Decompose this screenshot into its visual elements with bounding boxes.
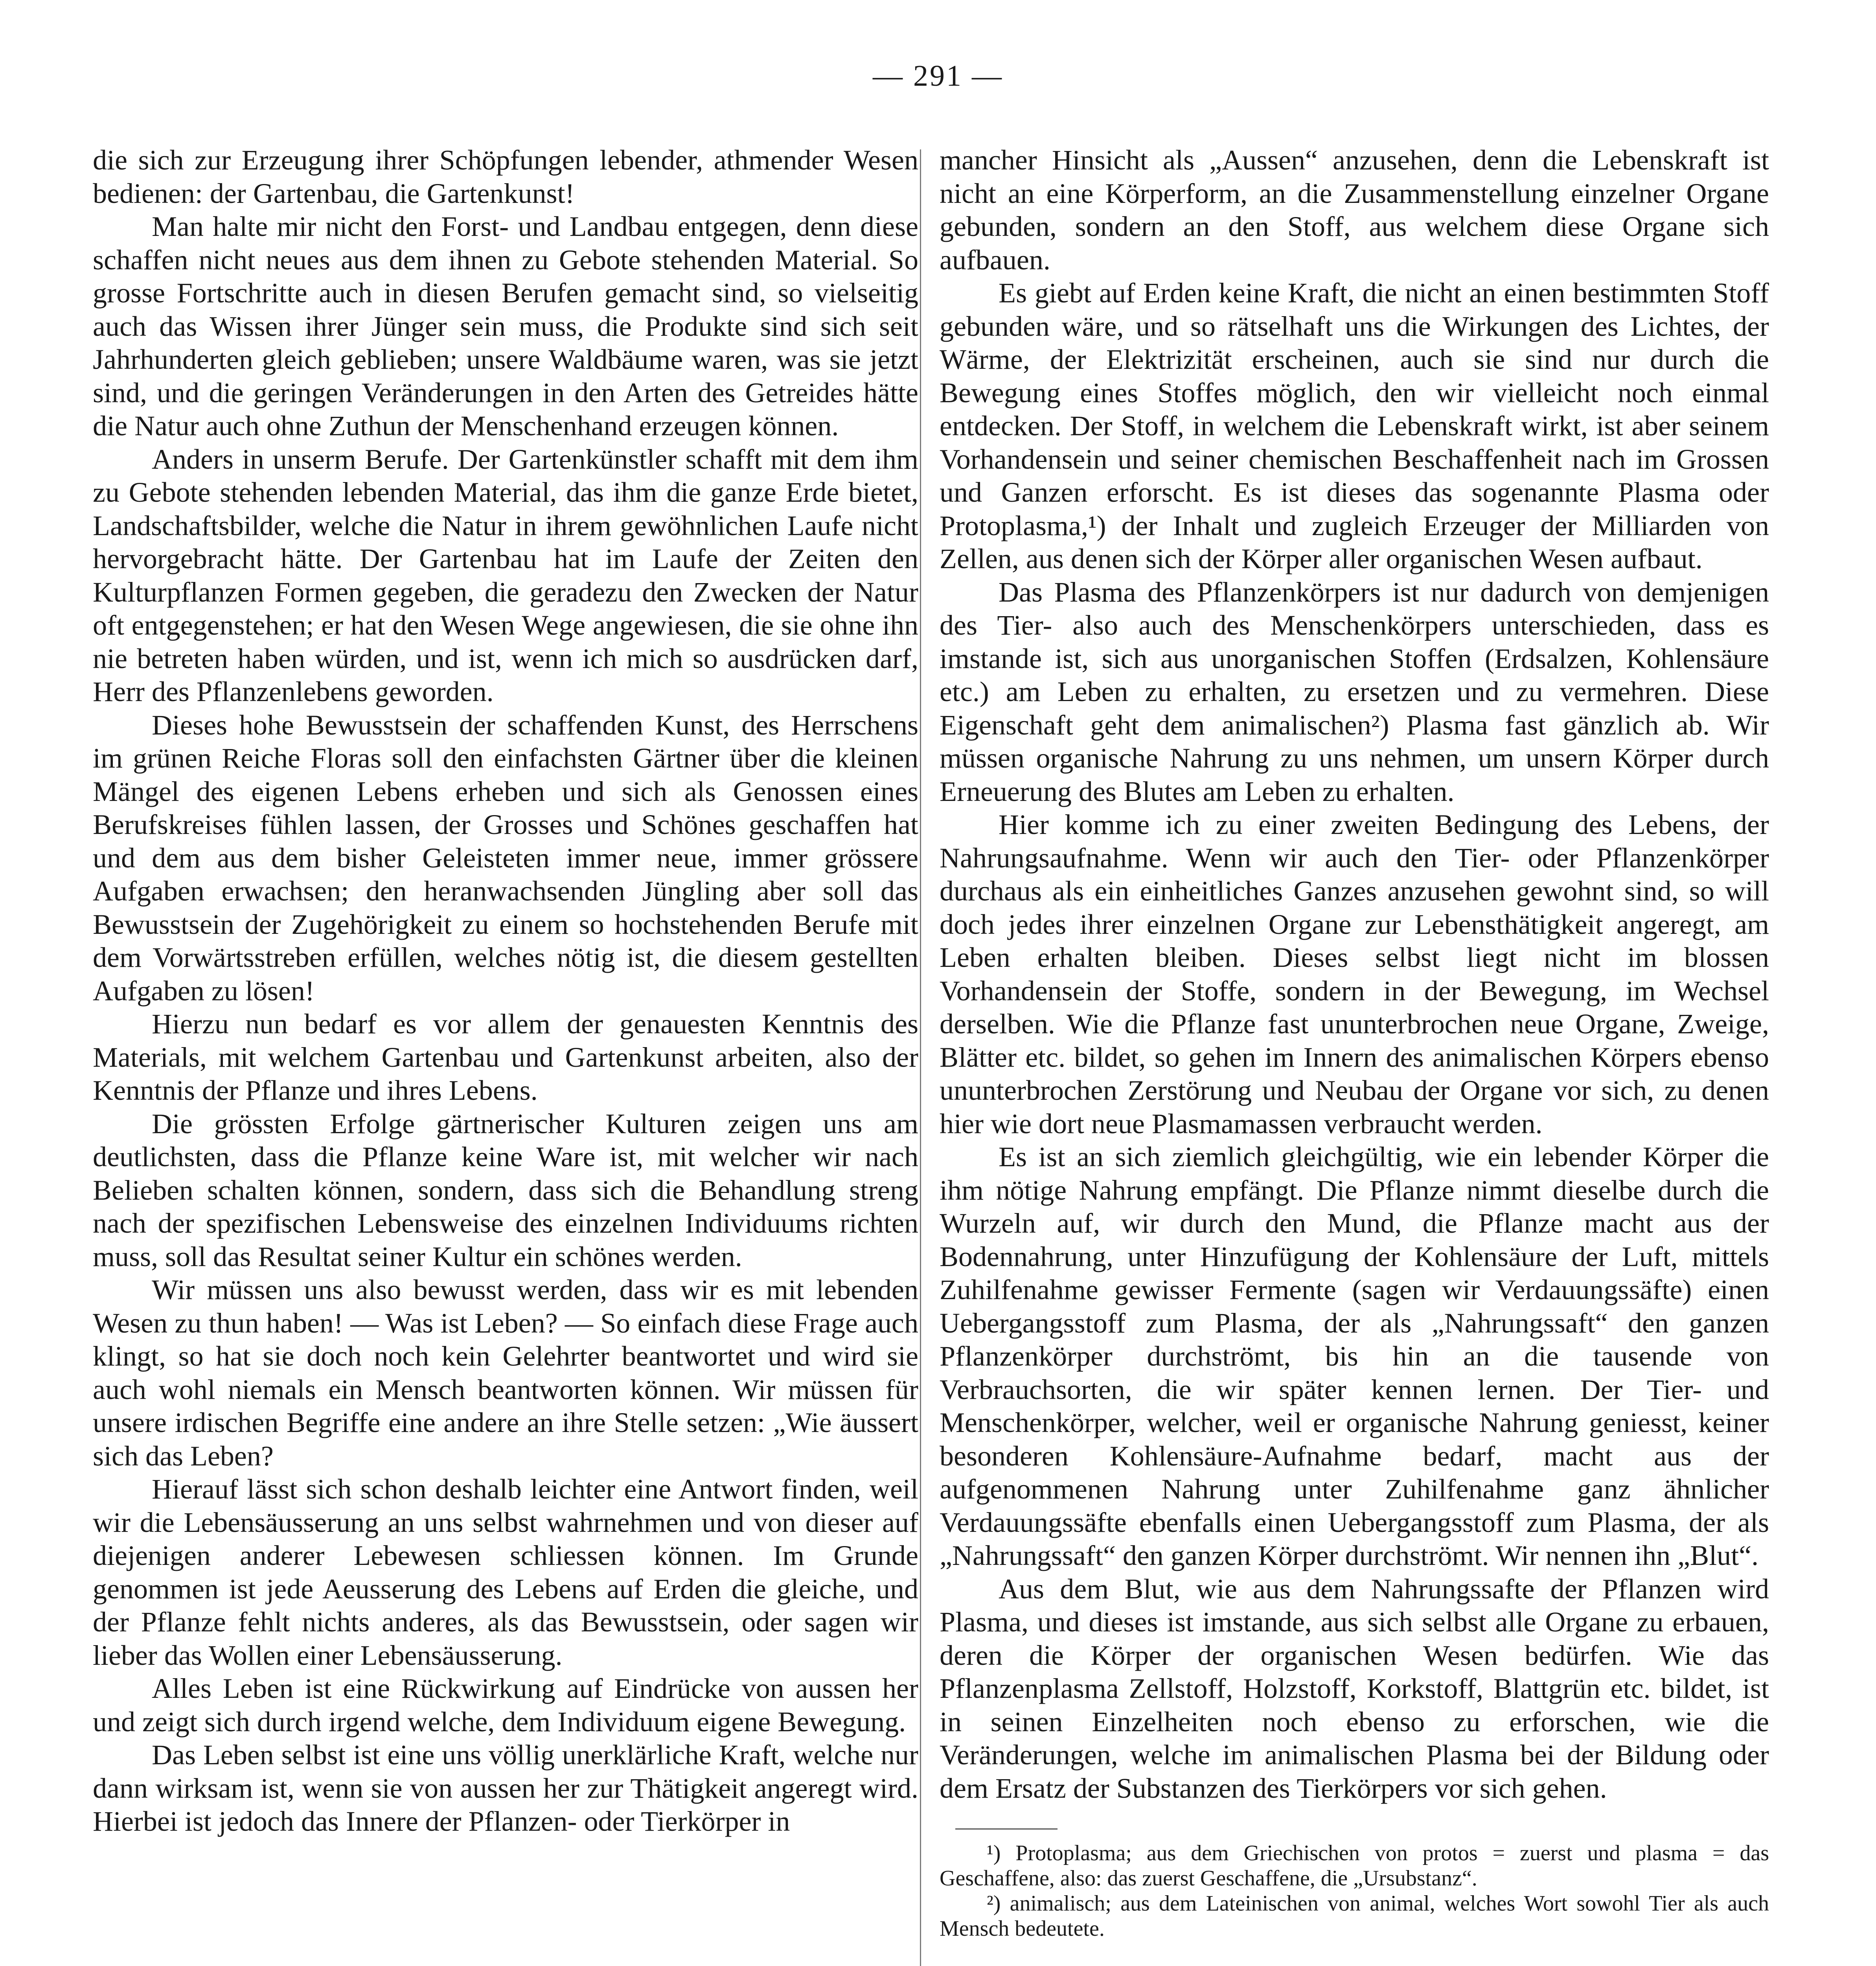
- left-column: [93, 144, 918, 1838]
- paragraph: Wir müssen uns also bewusst werden, dass wir es mit lebenden Wesen zu thun haben! — Was ist Leben? — So einfach diese Frage auch klingt, so hat sie doch noch kein Gelehrter beantwortet und wird sie auch wohl niemals ein Mensch beantworten können. Wir müssen für unsere irdischen Begriffe eine andere an ihre Stelle setzen: „Wie äussert sich das Leben?: [93, 1274, 918, 1472]
- footnote: ²) animalisch; aus dem Lateinischen von animal, welches Wort sowohl Tier als auch Mensch bedeutete.: [940, 1891, 1769, 1941]
- right-column: [940, 144, 1769, 1941]
- paragraph: Es giebt auf Erden keine Kraft, die nicht an einen bestimmten Stoff gebunden wäre, und so rätselhaft uns die Wirkungen des Lichtes, der Wärme, der Elektrizität erscheinen, auch sie sind nur durch die Bewegung eines Stoffes möglich, den wir vielleicht noch einmal entdecken. Der Stoff, in welchem die Lebenskraft wirkt, ist aber seinem Vorhandensein und seiner chemischen Beschaffenheit nach im Grossen und Ganzen erforscht. Es ist dieses das sogenannte Plasma oder Protoplasma,¹) der Inhalt und zugleich Erzeuger der Milliarden von Zellen, aus denen sich der Körper aller organischen Wesen aufbaut.: [940, 277, 1769, 574]
- page-number: — 291 —: [873, 59, 1003, 92]
- column-divider: [920, 149, 921, 1966]
- paragraph: Es ist an sich ziemlich gleichgültig, wie ein lebender Körper die ihm nötige Nahrung empfängt. Die Pflanze nimmt dieselbe durch die Wurzeln auf, wir durch den Mund, die Pflanze macht aus der Bodennahrung, unter Hinzufügung der Kohlensäure der Luft, mittels Zuhilfenahme gewisser Fermente (sagen wir Verdauungssäfte) einen Uebergangsstoff zum Plasma, der als „Nahrungssaft“ den ganzen Pflanzenkörper durchströmt, bis hin an die tausende von Verbrauchsorten, die wir später kennen lernen. Der Tier- und Menschenkörper, welcher, weil er organische Nahrung geniesst, keiner besonderen Kohlensäure-Aufnahme bedarf, macht aus der aufgenommenen Nahrung unter Zuhilfenahme ganz ähnlicher Verdauungssäfte ebenfalls einen Uebergangsstoff zum Plasma, der als „Nahrungssaft“ den ganzen Körper durchströmt. Wir nennen ihn „Blut“.: [940, 1141, 1769, 1571]
- paragraph: Das Plasma des Pflanzenkörpers ist nur dadurch von demjenigen des Tier- also auch des Menschenkörpers unterschieden, dass es imstande ist, sich aus unorganischen Stoffen (Erdsalzen, Kohlensäure etc.) am Leben zu erhalten, zu ersetzen und zu vermehren. Diese Eigenschaft geht dem animalischen²) Plasma fast gänzlich ab. Wir müssen organische Nahrung zu uns nehmen, um unsern Körper durch Erneuerung des Blutes am Leben zu erhalten.: [940, 576, 1769, 807]
- paragraph: Hierauf lässt sich schon deshalb leichter eine Antwort finden, weil wir die Lebensäusserung an uns selbst wahrnehmen und von dieser auf diejenigen anderer Lebewesen schliessen können. Im Grunde genommen ist jede Aeusserung des Lebens auf Erden die gleiche, und der Pflanze fehlt nichts anderes, als das Bewusstsein, oder sagen wir lieber das Wollen einer Lebensäusserung.: [93, 1473, 918, 1671]
- paragraph: Das Leben selbst ist eine uns völlig unerklärliche Kraft, welche nur dann wirksam ist, wenn sie von aussen her zur Thätigkeit angeregt wird. Hierbei ist jedoch das Innere der Pflanzen- oder Tierkörper in: [93, 1739, 918, 1837]
- footnote: ¹) Protoplasma; aus dem Griechischen von protos = zuerst und plasma = das Geschaffene, also: das zuerst Geschaffene, die „Ursubstanz“.: [940, 1841, 1769, 1891]
- paragraph: Hier komme ich zu einer zweiten Bedingung des Lebens, der Nahrungsaufnahme. Wenn wir auch den Tier- oder Pflanzenkörper durchaus als ein einheitliches Ganzes anzusehen gewohnt sind, so will doch jedes ihrer einzelnen Organe zur Lebensthätigkeit angeregt, am Leben erhalten bleiben. Dieses selbst liegt nicht im blossen Vorhandensein der Stoffe, sondern in der Bewegung, im Wechsel derselben. Wie die Pflanze fast ununterbrochen neue Organe, Zweige, Blätter etc. bildet, so gehen im Innern des animalischen Körpers ebenso ununterbrochen Zerstörung und Neubau der Organe vor sich, zu denen hier wie dort neue Plasmamassen verbraucht werden.: [940, 809, 1769, 1139]
- paragraph: Dieses hohe Bewusstsein der schaffenden Kunst, des Herrschens im grünen Reiche Floras soll den einfachsten Gärtner über die kleinen Mängel des eigenen Lebens erheben und sich als Genossen eines Berufskreises fühlen lassen, der Grosses und Schönes geschaffen hat und dem aus dem bisher Geleisteten immer neue, immer grössere Aufgaben erwachsen; den heranwachsenden Jüngling aber soll das Bewusstsein der Zugehörigkeit zu einem so hochstehenden Berufe mit dem Vorwärtsstreben erfüllen, welches nötig ist, die diesem gestellten Aufgaben zu lösen!: [93, 709, 918, 1007]
- paragraph: die sich zur Erzeugung ihrer Schöpfungen lebender, athmender Wesen bedienen: der Gartenbau, die Gartenkunst!: [93, 144, 918, 209]
- paragraph: mancher Hinsicht als „Aussen“ anzusehen, denn die Lebenskraft ist nicht an eine Körperform, an die Zusammenstellung einzelner Organe gebunden, sondern an den Stoff, aus welchem diese Organe sich aufbauen.: [940, 144, 1769, 276]
- paragraph: Hierzu nun bedarf es vor allem der genauesten Kenntnis des Materials, mit welchem Gartenbau und Gartenkunst arbeiten, also der Kenntnis der Pflanze und ihres Lebens.: [93, 1008, 918, 1106]
- paragraph: Alles Leben ist eine Rückwirkung auf Eindrücke von aussen her und zeigt sich durch irgend welche, dem Individuum eigene Bewegung.: [93, 1673, 918, 1738]
- paragraph: Man halte mir nicht den Forst- und Landbau entgegen, denn diese schaffen nicht neues aus dem ihnen zu Gebote stehenden Material. So grosse Fortschritte auch in diesen Berufen gemacht sind, so vielseitig auch das Wissen ihrer Jünger sein muss, die Produkte sind sich seit Jahrhunderten gleich geblieben; unsere Waldbäume waren, was sie jetzt sind, und die geringen Veränderungen in den Arten des Getreides hätte die Natur auch ohne Zuthun der Menschenhand erzeugen können.: [93, 211, 918, 442]
- paragraph: Aus dem Blut, wie aus dem Nahrungssafte der Pflanzen wird Plasma, und dieses ist imstande, aus sich selbst alle Organe zu erbauen, deren die Körper der organischen Wesen bedürfen. Wie das Pflanzenplasma Zellstoff, Holzstoff, Korkstoff, Blattgrün etc. bildet, ist in seinen Einzelheiten noch ebenso zu erforschen, wie die Veränderungen, welche im animalischen Plasma bei der Bildung oder dem Ersatz der Substanzen des Tierkörpers vor sich gehen.: [940, 1573, 1769, 1804]
- paragraph: Die grössten Erfolge gärtnerischer Kulturen zeigen uns am deutlichsten, dass die Pflanze keine Ware ist, mit welcher wir nach Belieben schalten können, sondern, dass sich die Behandlung streng nach der spezifischen Lebensweise des einzelnen Individuums richten muss, soll das Resultat seiner Kultur ein schönes werden.: [93, 1108, 918, 1272]
- footnote-divider: [955, 1828, 1058, 1830]
- paragraph: Anders in unserm Berufe. Der Gartenkünstler schafft mit dem ihm zu Gebote stehenden lebenden Material, das ihm die ganze Erde bietet, Landschaftsbilder, welche die Natur in ihrem gewöhnlichen Laufe nicht hervorgebracht hätte. Der Gartenbau hat im Laufe der Zeiten den Kulturpflanzen Formen gegeben, die geradezu den Zwecken der Natur oft entgegenstehen; er hat den Wesen Wege angewiesen, die sie ohne ihn nie betreten haben würden, und ist, wenn ich mich so ausdrücken darf, Herr des Pflanzenlebens geworden.: [93, 443, 918, 707]
